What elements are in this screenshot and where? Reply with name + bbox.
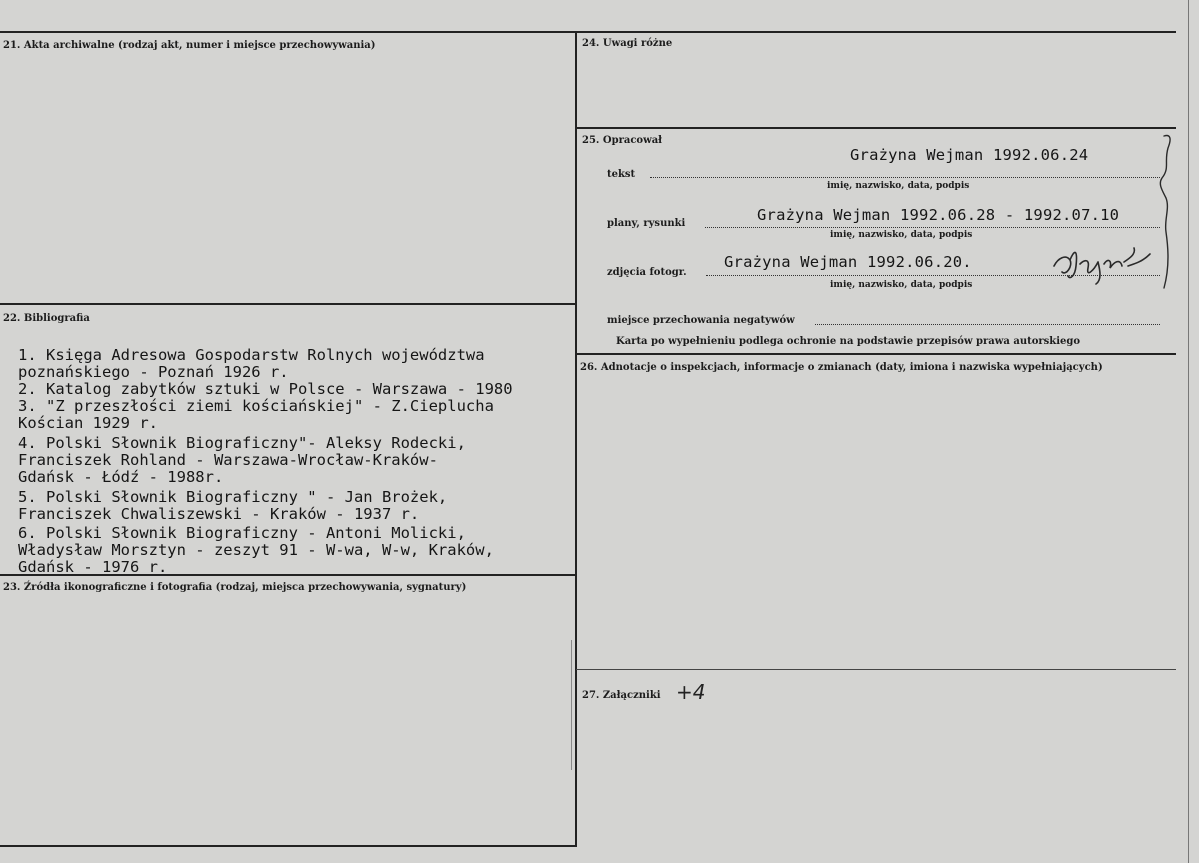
bibliography-line: 2. Katalog zabytków sztuki w Polsce - Warszawa - 1980 xyxy=(18,380,513,398)
bibliography-line: Gdańsk - Łódź - 1988r. xyxy=(18,468,224,486)
bibliography-line: 1. Księga Adresowa Gospodarstw Rolnych województwa xyxy=(18,346,485,364)
copyright-note: Karta po wypełnieniu podlega ochronie na podstawie przepisów prawa autorskiego xyxy=(616,336,1081,347)
tekst-label: tekst xyxy=(607,169,636,180)
scan-mark xyxy=(571,640,572,770)
bibliography-line: Gdańsk - 1976 r. xyxy=(18,558,168,576)
tekst-caption: imię, nazwisko, data, podpis xyxy=(827,181,970,191)
tekst-line xyxy=(650,177,1160,178)
right-edge xyxy=(1188,0,1189,863)
section-24-label: 24. Uwagi różne xyxy=(582,38,673,49)
divider-25-26 xyxy=(576,353,1176,355)
negatywy-line xyxy=(815,324,1160,325)
bibliography-line: Władysław Morsztyn - zeszyt 91 - W-wa, W-w, Kraków, xyxy=(18,541,494,559)
bibliography-line: 4. Polski Słownik Biograficzny"- Aleksy Rodecki, xyxy=(18,434,466,452)
section-27-label: 27. Załączniki xyxy=(582,690,661,701)
section-25-label: 25. Opracował xyxy=(582,135,663,146)
section-22-label: 22. Bibliografia xyxy=(3,313,90,324)
plany-line xyxy=(705,227,1160,228)
bibliography-line: Kościan 1929 r. xyxy=(18,414,158,432)
tekst-value: Grażyna Wejman 1992.06.24 xyxy=(850,146,1089,164)
bibliography-line: 5. Polski Słownik Biograficzny " - Jan Brożek, xyxy=(18,488,448,506)
divider-24-25 xyxy=(576,127,1176,129)
plany-caption: imię, nazwisko, data, podpis xyxy=(830,230,973,240)
bibliography-line: poznańskiego - Poznań 1926 r. xyxy=(18,363,289,381)
plany-label: plany, rysunki xyxy=(607,218,686,229)
negatywy-label: miejsce przechowania negatywów xyxy=(607,315,795,326)
divider-26-27 xyxy=(576,669,1176,670)
signature-icon xyxy=(1040,236,1160,296)
section-23-label: 23. Źródła ikonograficzne i fotografia (rodzaj, miejsca przechowywania, sygnatury) xyxy=(3,582,467,593)
bibliography-line: Franciszek Rohland - Warszawa-Wrocław-Kraków- xyxy=(18,451,438,469)
zdjecia-label: zdjęcia fotogr. xyxy=(607,267,687,278)
plany-value: Grażyna Wejman 1992.06.28 - 1992.07.10 xyxy=(757,206,1120,224)
section-26-label: 26. Adnotacje o inspekcjach, informacje o zmianach (daty, imiona i nazwiska wypełniających) xyxy=(580,362,1103,373)
attachments-handwritten: +4 xyxy=(676,680,706,704)
zdjecia-value: Grażyna Wejman 1992.06.20. xyxy=(724,253,972,271)
top-border xyxy=(0,31,1176,33)
bottom-border xyxy=(0,845,576,847)
bibliography-line: Franciszek Chwaliszewski - Kraków - 1937 r. xyxy=(18,505,420,523)
bibliography-line: 6. Polski Słownik Biograficzny - Antoni Molicki, xyxy=(18,524,466,542)
divider-21-22 xyxy=(0,303,576,305)
center-divider xyxy=(575,31,577,847)
bracket-icon xyxy=(1152,128,1182,303)
zdjecia-caption: imię, nazwisko, data, podpis xyxy=(830,280,973,290)
section-21-label: 21. Akta archiwalne (rodzaj akt, numer i miejsce przechowywania) xyxy=(3,40,376,51)
bibliography-line: 3. "Z przeszłości ziemi kościańskiej" - Z.Cieplucha xyxy=(18,397,494,415)
